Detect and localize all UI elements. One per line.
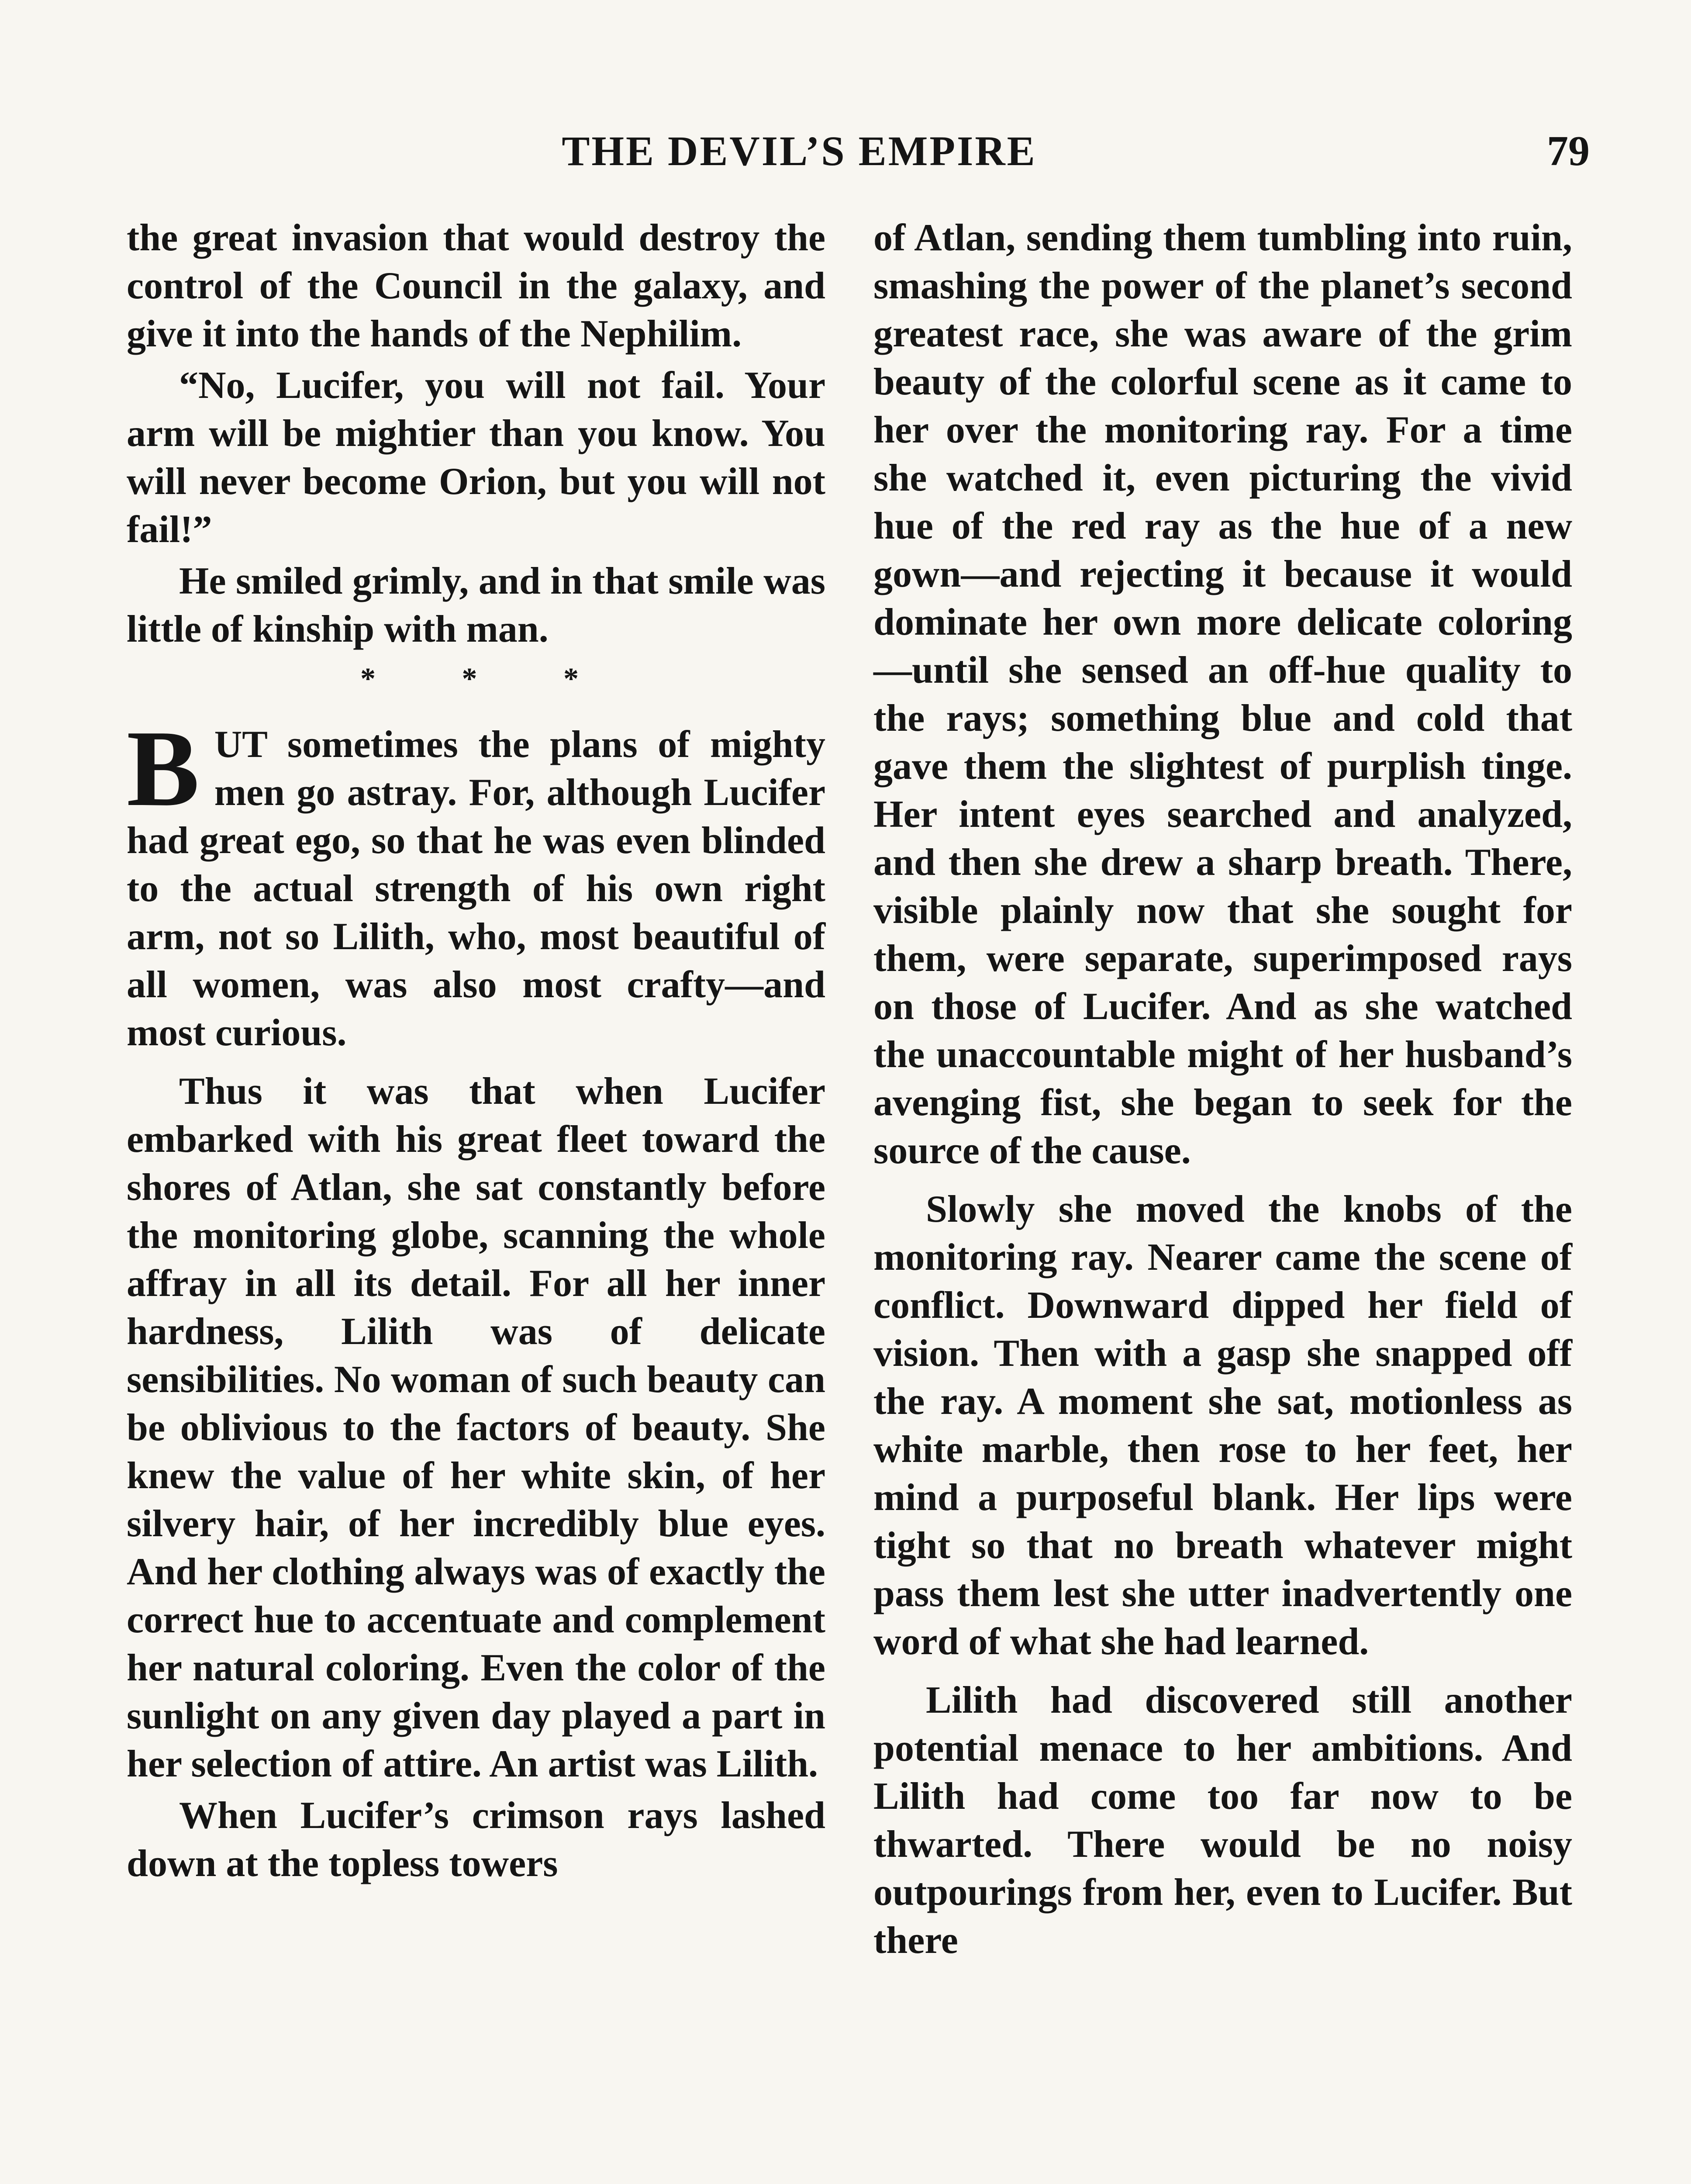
section-separator: * * * bbox=[360, 662, 618, 696]
paragraph-text: UT sometimes the plans of mighty men go astray. For, although Lucifer had great ego, so that he was even blinded to the actual strength of his own right arm, not so Lilith, who, most beautiful of all women, was also most crafty—and most curious. bbox=[127, 723, 825, 1054]
left-column bbox=[127, 214, 825, 1888]
page-number: 79 bbox=[1547, 128, 1590, 175]
paragraph: the great invasion that would destroy the control of the Council in the galaxy, and give it into the hands of the Nephilim. bbox=[127, 217, 825, 355]
paragraph: Lilith had discovered still another potential menace to her ambitions. And Lilith had come too far now to be thwarted. There would be no noisy outpourings from her, even to Lucifer. But there bbox=[873, 1679, 1572, 1962]
page-header bbox=[0, 127, 1691, 197]
paragraph: of Atlan, sending them tumbling into ruin, smashing the power of the planet’s second greatest race, she was aware of the grim beauty of the colorful scene as it came to her over the monitoring ray. For a time she watched it, even picturing the vivid hue of the red ray as the hue of a new gown—and rejecting it because it would dominate her own more delicate coloring—until she sensed an off-hue quality to the rays; something blue and cold that gave them the slightest of purplish tinge. Her intent eyes searched and analyzed, and then she drew a sharp breath. There, visible plainly now that she sought for them, were separate, superimposed rays on those of Lucifer. And as she watched the unaccountable might of her husband’s avenging fist, she began to seek for the source of the cause. bbox=[873, 217, 1572, 1172]
paragraph-with-drop-cap bbox=[127, 708, 825, 1057]
paragraph: He smiled grimly, and in that smile was little of kinship with man. bbox=[127, 560, 825, 650]
right-column bbox=[873, 214, 1572, 1965]
running-title: THE DEVIL’S EMPIRE bbox=[562, 128, 1037, 174]
paragraph: “No, Lucifer, you will not fail. Your arm will be mightier than you know. You will never become Orion, but you will not fail!” bbox=[127, 364, 825, 551]
paragraph: Slowly she moved the knobs of the monitoring ray. Nearer came the scene of conflict. Downward dipped her field of vision. Then with a gasp she snapped off the ray. A moment she sat, motionless as white marble, then rose to her feet, her mind a purposeful blank. Her lips were tight so that no breath whatever might pass them lest she utter inadvertently one word of what she had learned. bbox=[873, 1188, 1572, 1663]
paragraph: When Lucifer’s crimson rays lashed down at the topless towers bbox=[127, 1794, 825, 1885]
paragraph: Thus it was that when Lucifer embarked with his great fleet toward the shores of Atlan, she sat constantly before the monitoring globe, scanning the whole affray in all its detail. For all her inner hardness, Lilith was of delicate sensibilities. No woman of such beauty can be oblivious to the factors of beauty. She knew the value of her white skin, of her silvery hair, of her incredibly blue eyes. And her clothing always was of exactly the correct hue to accentuate and complement her natural coloring. Even the color of the sunlight on any given day played a part in her selection of attire. An artist was Lilith. bbox=[127, 1070, 825, 1785]
drop-cap: B bbox=[127, 708, 200, 829]
